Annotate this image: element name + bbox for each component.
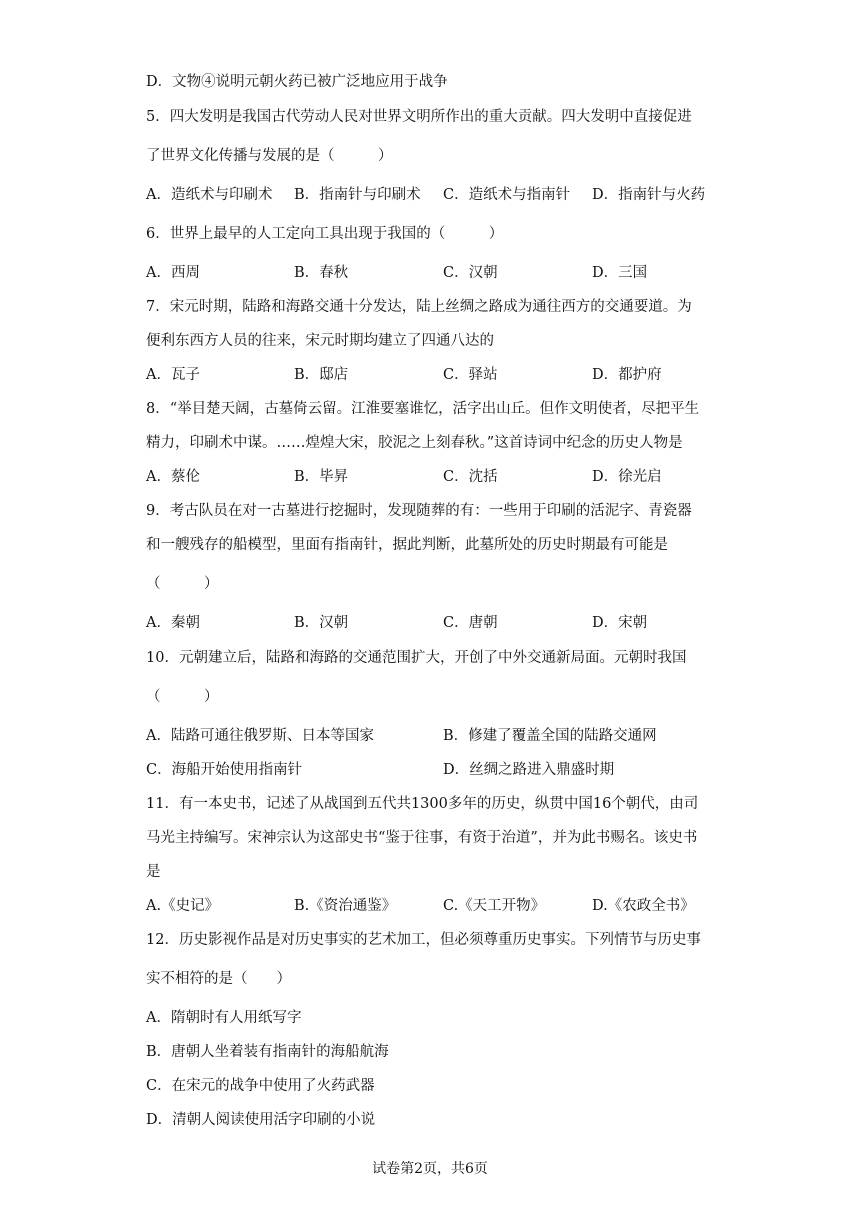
q11-option-a: A.《史记》: [146, 898, 220, 914]
q8-stem-line1: 8．“举目楚天阔，古墓倚云留。江淮要塞谁忆，活字出山丘。但作文明使者，尽把平生: [146, 401, 700, 417]
q9-option-a: A．秦朝: [146, 615, 200, 631]
q6-option-b: B．春秋: [294, 265, 349, 281]
q12-option-a: A．隋朝时有人用纸写字: [146, 1010, 302, 1026]
q4-option-d: D．文物④说明元朝火药已被广泛地应用于战争: [146, 74, 448, 90]
q8-option-a: A．蔡伦: [146, 469, 200, 485]
q7-option-c: C．驿站: [443, 367, 498, 383]
q10-option-d: D．丝绸之路进入鼎盛时期: [443, 762, 615, 778]
q11-stem-line3: 是: [146, 864, 161, 880]
q5-option-c: C．造纸术与指南针: [443, 187, 571, 203]
q6-option-c: C．汉朝: [443, 265, 498, 281]
q12-option-d: D．清朝人阅读使用活字印刷的小说: [146, 1112, 376, 1128]
q6-stem: 6．世界上最早的人工定向工具出现于我国的（ ）: [146, 226, 504, 242]
q9-option-d: D．宋朝: [592, 615, 648, 631]
q12-option-c: C．在宋元的战争中使用了火药武器: [146, 1078, 375, 1094]
q11-option-d: D.《农政全书》: [592, 898, 695, 914]
q9-option-b: B．汉朝: [294, 615, 349, 631]
q7-option-d: D．都护府: [592, 367, 662, 383]
q11-option-b: B.《资治通鉴》: [294, 898, 397, 914]
q9-answer-blank: （ ）: [146, 576, 219, 592]
q9-stem-line1: 9．考古队员在对一古墓进行挖掘时，发现随葬的有：一些用于印刷的活泥字、青瓷器: [146, 503, 692, 519]
q8-option-b: B．毕昇: [294, 469, 349, 485]
q12-option-b: B．唐朝人坐着装有指南针的海船航海: [146, 1044, 389, 1060]
q7-stem-line2: 便利东西方人员的往来，宋元时期均建立了四通八达的: [146, 333, 494, 349]
q10-option-a: A．陆路可通往俄罗斯、日本等国家: [146, 728, 374, 744]
q12-stem-line1: 12．历史影视作品是对历史事实的艺术加工，但必须尊重历史事实。下列情节与历史事: [146, 932, 701, 948]
q11-option-c: C.《天工开物》: [443, 898, 546, 914]
q12-stem-line2: 实不相符的是（ ）: [146, 971, 291, 987]
q7-stem-line1: 7．宋元时期，陆路和海路交通十分发达，陆上丝绸之路成为通往西方的交通要道。为: [146, 299, 692, 315]
q6-option-a: A．西周: [146, 265, 200, 281]
q10-stem-line1: 10．元朝建立后，陆路和海路的交通范围扩大，开创了中外交通新局面。元朝时我国: [146, 650, 687, 666]
q5-stem-line2: 了世界文化传播与发展的是（ ）: [146, 148, 393, 164]
q8-option-d: D．徐光启: [592, 469, 662, 485]
q11-stem-line2: 马光主持编写。宋神宗认为这部史书“鉴于往事，有资于治道”，并为此书赐名。该史书: [146, 830, 698, 846]
q11-stem-line1: 11．有一本史书，记述了从战国到五代共1300多年的历史，纵贯中国16个朝代，由司: [146, 796, 699, 812]
q10-option-b: B．修建了覆盖全国的陆路交通网: [443, 728, 657, 744]
q9-option-c: C．唐朝: [443, 615, 498, 631]
q7-option-a: A．瓦子: [146, 367, 200, 383]
q5-stem-line1: 5．四大发明是我国古代劳动人民对世界文明所作出的重大贡献。四大发明中直接促进: [146, 109, 692, 125]
q5-option-b: B．指南针与印刷术: [294, 187, 421, 203]
q5-option-a: A．造纸术与印刷术: [146, 187, 273, 203]
q10-answer-blank: （ ）: [146, 689, 219, 705]
q10-option-c: C．海船开始使用指南针: [146, 762, 303, 778]
q8-stem-line2: 精力，印刷术中谋。……煌煌大宋，胶泥之上刻春秋。”这首诗词中纪念的历史人物是: [146, 435, 683, 451]
q5-option-d: D．指南针与火药: [592, 187, 706, 203]
q6-option-d: D．三国: [592, 265, 648, 281]
q7-option-b: B．邸店: [294, 367, 349, 383]
q9-stem-line2: 和一艘残存的船模型，里面有指南针，据此判断，此墓所处的历史时期最有可能是: [146, 537, 668, 553]
page-footer: 试卷第2页，共6页: [372, 1161, 488, 1177]
q8-option-c: C．沈括: [443, 469, 498, 485]
